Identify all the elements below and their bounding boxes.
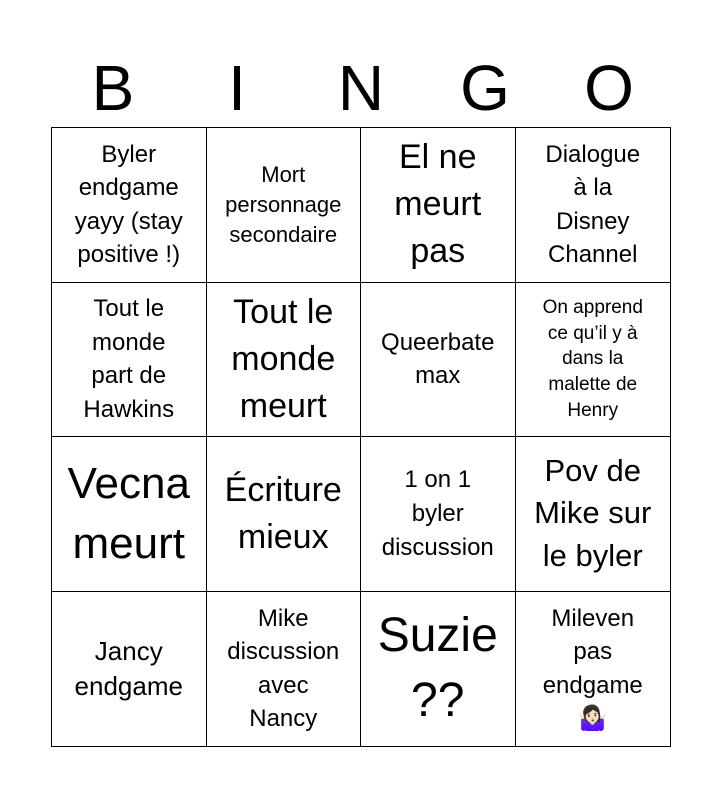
bingo-cell-text: Pov de Mike sur le byler <box>534 452 652 574</box>
bingo-cell-text: El ne meurt pas <box>394 138 482 271</box>
header-letter-g: G <box>460 52 510 124</box>
bingo-cell[interactable] <box>52 592 207 747</box>
bingo-cell[interactable] <box>361 283 516 438</box>
bingo-cell[interactable] <box>52 437 207 592</box>
header-letter-b: B <box>91 52 135 124</box>
bingo-cell[interactable] <box>516 592 671 747</box>
header-letter-n: N <box>337 52 385 124</box>
bingo-cell[interactable] <box>207 592 362 747</box>
bingo-header <box>51 48 671 128</box>
bingo-cell-text: On apprend ce qu’il y à dans la malette de Henry <box>542 297 643 421</box>
bingo-cell-text: Mileven pas endgame 🤷🏻‍♀️ <box>542 604 643 733</box>
bingo-cell[interactable] <box>52 128 207 283</box>
header-letter-i: I <box>228 52 246 124</box>
bingo-cell-text: 1 on 1 byler discussion <box>381 466 494 561</box>
bingo-board <box>51 127 671 747</box>
bingo-cell[interactable] <box>361 592 516 747</box>
bingo-cell-text: Tout le monde meurt <box>231 292 336 425</box>
bingo-cell-text: Queerbate max <box>381 328 495 390</box>
bingo-cell-text: Suzie ?? <box>377 608 498 727</box>
bingo-cell-text: Byler endgame yayy (stay positive !) <box>74 140 183 269</box>
bingo-cell[interactable] <box>52 283 207 438</box>
bingo-cell-text: Jancy endgame <box>74 635 183 701</box>
bingo-cell[interactable] <box>207 437 362 592</box>
bingo-cell-text: Mort personnage secondaire <box>225 162 342 247</box>
bingo-cell-text: Tout le monde part de Hawkins <box>83 295 175 423</box>
header-letter-o: O <box>584 52 634 124</box>
bingo-cell-text: Mike discussion avec Nancy <box>227 604 340 733</box>
bingo-cell-text: Vecna meurt <box>67 459 190 568</box>
bingo-cell-text: Écriture mieux <box>224 470 342 556</box>
bingo-cell-text: Dialogue à la Disney Channel <box>545 140 641 269</box>
bingo-cell[interactable] <box>207 283 362 438</box>
bingo-cell[interactable] <box>516 437 671 592</box>
bingo-cell[interactable] <box>516 283 671 438</box>
bingo-cell[interactable] <box>361 437 516 592</box>
bingo-cell[interactable] <box>361 128 516 283</box>
bingo-cell[interactable] <box>516 128 671 283</box>
bingo-cell[interactable] <box>207 128 362 283</box>
